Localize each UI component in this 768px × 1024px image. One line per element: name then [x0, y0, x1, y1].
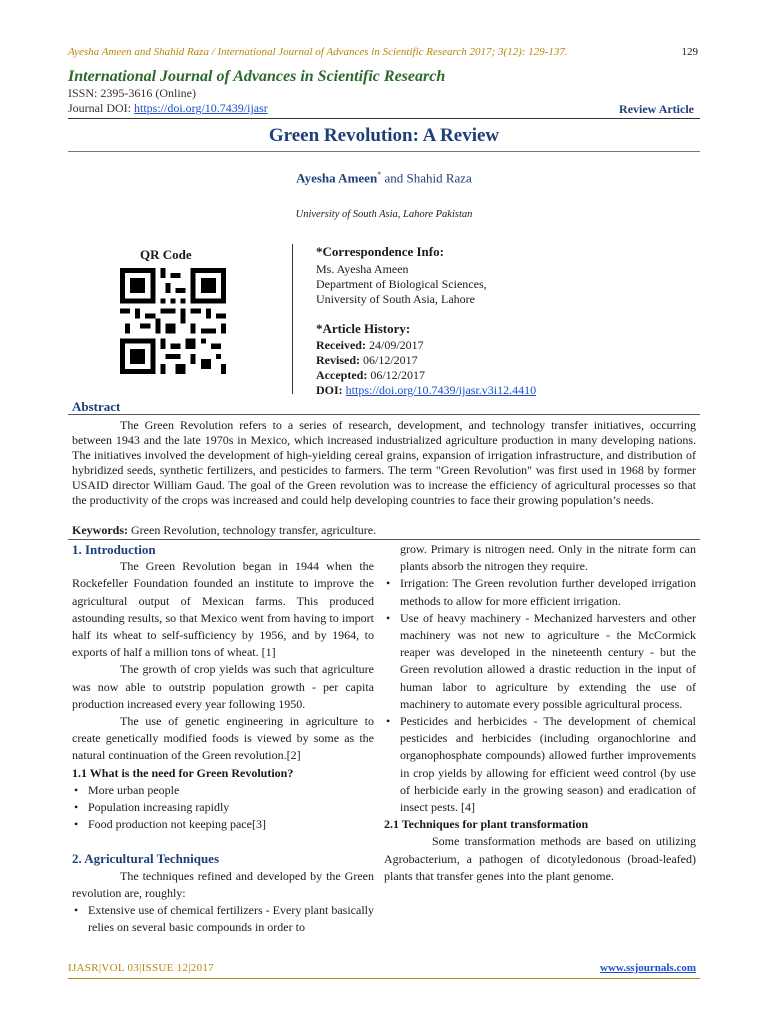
- keywords-label: Keywords:: [72, 523, 128, 537]
- bullet-icon: •: [386, 714, 391, 729]
- list-item: [384, 713, 696, 816]
- paragraph: The techniques refined and developed by the Green revolution are, roughly:: [72, 868, 374, 900]
- running-header: Ayesha Ameen and Shahid Raza / International Journal of Advances in Scientific Research 2017; 3(12): 129-137.: [68, 46, 568, 58]
- technique-list: [72, 902, 374, 936]
- keywords: [72, 523, 376, 538]
- list-item: [72, 816, 374, 833]
- bullet-icon: •: [386, 576, 391, 591]
- abstract-heading: Abstract: [72, 399, 121, 414]
- section-heading: 1. Introduction: [72, 542, 156, 557]
- revised-value: 06/12/2017: [360, 353, 418, 367]
- need-list: [72, 782, 374, 834]
- bullet-icon: •: [74, 817, 79, 832]
- issn: ISSN: 2395-3616 (Online): [68, 86, 196, 100]
- right-column: [384, 541, 696, 885]
- paragraph: The use of genetic engineering in agriculture to create genetically modified foods is viewed by some as the natural continuation of the Green revolution.[2]: [72, 714, 374, 763]
- list-item-text: Population increasing rapidly: [88, 800, 230, 815]
- received-label: Received:: [316, 338, 366, 352]
- keywords-value: Green Revolution, technology transfer, agriculture.: [128, 523, 377, 537]
- divider: [68, 414, 700, 415]
- qr-label: QR Code: [140, 247, 192, 262]
- article-history-heading: *Article History:: [316, 321, 411, 336]
- info-divider: [292, 244, 293, 394]
- page-number: 129: [681, 46, 698, 58]
- list-item: [72, 902, 374, 936]
- list-item: [72, 782, 374, 799]
- list-item-text: Food production not keeping pace[3]: [88, 817, 266, 832]
- correspondence-heading: *Correspondence Info:: [316, 244, 444, 259]
- article-doi: [316, 383, 536, 398]
- list-item-text: Extensive use of chemical fertilizers - Every plant basically relies on several basic compounds in order to: [88, 903, 374, 935]
- bullet-icon: •: [74, 782, 79, 797]
- bullet-icon: •: [74, 903, 79, 918]
- section-heading: 2. Agricultural Techniques: [72, 851, 219, 867]
- abstract-text: The Green Revolution refers to a series of research, development, and technology transfer initiatives, occurring between 1943 and the late 1970s in Mexico, which increased industrialized agriculture production in many developing nations. The initiatives involved the development of high-yielding cereal grains, expansion of irrigation infrastructure, and distribution of hybridized seeds, synthetic fertilizers, and pesticides to farmers. The term "Green Revolution" was first used in 1968 by former USAID director William Gaud. The goal of the Green revolution was to increase the efficiency of agricultural processes so that the productivity of the crops was increased and could help developing countries to face their growing population’s needs.: [72, 418, 696, 507]
- footer-issue: IJASR|VOL 03|ISSUE 12|2017: [68, 962, 215, 974]
- journal-title: International Journal of Advances in Scientific Research: [68, 68, 446, 85]
- affiliation: University of South Asia, Lahore Pakistan: [295, 209, 473, 220]
- received-value: 24/09/2017: [365, 338, 424, 352]
- footer-website-link[interactable]: www.ssjournals.com: [600, 962, 696, 974]
- author-rest: and Shahid Raza: [381, 170, 472, 186]
- article-doi-link[interactable]: https://doi.org/10.7439/ijasr.v3i12.4410: [345, 383, 537, 397]
- list-item-text: More urban people: [88, 782, 180, 797]
- left-column: [72, 541, 374, 936]
- list-item: [384, 610, 696, 713]
- author-1: Ayesha Ameen: [296, 170, 378, 186]
- list-item-text: Irrigation: The Green revolution further developed irrigation methods to allow for more efficient irrigation.: [400, 576, 696, 608]
- journal-doi: [68, 101, 268, 116]
- accepted-label: Accepted:: [316, 368, 368, 382]
- article-type: Review Article: [619, 102, 694, 116]
- qr-code-icon[interactable]: [120, 268, 226, 374]
- journal-doi-link[interactable]: https://doi.org/10.7439/ijasr: [134, 101, 268, 115]
- divider: [68, 151, 700, 152]
- subsection-heading: 1.1 What is the need for Green Revolution?: [72, 765, 294, 780]
- list-item: [384, 575, 696, 609]
- accepted-value: 06/12/2017: [367, 368, 425, 382]
- divider: [68, 978, 700, 979]
- paper-title: Green Revolution: A Review: [268, 125, 500, 146]
- list-item-text: Pesticides and herbicides - The development of chemical pesticides and herbicides (including organochlorine and organophosphate compounds) allowed further improvements in crop yields by allowing for efficient weed control (by use of herbicide early in the growing season) and eradication of insect pests. [4]: [400, 714, 696, 815]
- subsection-heading: 2.1 Techniques for plant transformation: [384, 817, 589, 832]
- bullet-icon: •: [386, 610, 391, 625]
- corresponding-mark: *: [377, 170, 382, 179]
- technique-list-continued: [384, 575, 696, 816]
- divider: [68, 118, 700, 119]
- revised-label: Revised:: [316, 353, 360, 367]
- doi-label: DOI:: [316, 383, 343, 397]
- authors: [0, 170, 768, 186]
- paragraph: The Green Revolution began in 1944 when the Rockefeller Foundation founded an institute to improve the agricultural output of Mexican farms. This produced astounding results, so that Mexico went from having to import half its wheat to self-sufficiency by 1956, and by 1964, to exports of half a million tons of wheat. [1]: [72, 559, 374, 660]
- list-item-text: Use of heavy machinery - Mechanized harvesters and other machinery was not new to agriculture - the McCormick reaper was developed in the nineteenth century - but the Green revolution allowed a drastic reduction in the input of human labor to agriculture by extending the use of machinery to automate every possible agricultural process.: [400, 610, 696, 711]
- paragraph: grow. Primary is nitrogen need. Only in the nitrate form can plants absorb the nitrogen they require.: [400, 542, 696, 574]
- revised-date: [316, 353, 418, 368]
- received-date: [316, 338, 424, 353]
- bullet-icon: •: [74, 800, 79, 815]
- divider: [68, 539, 700, 540]
- correspondence-line: Department of Biological Sciences,: [316, 277, 487, 291]
- paragraph: The growth of crop yields was such that agriculture was now able to outstrip population growth - per capita production increased every year following 1950.: [72, 662, 374, 711]
- correspondence-line: University of South Asia, Lahore: [316, 292, 475, 306]
- journal-doi-label: Journal DOI:: [68, 101, 134, 115]
- correspondence-line: Ms. Ayesha Ameen: [316, 262, 409, 276]
- paragraph: Some transformation methods are based on utilizing Agrobacterium, a pathogen of dicotyledonous (broad-leafed) plants that transfer genes into the plant genome.: [384, 834, 696, 883]
- accepted-date: [316, 368, 425, 383]
- list-item: [72, 799, 374, 816]
